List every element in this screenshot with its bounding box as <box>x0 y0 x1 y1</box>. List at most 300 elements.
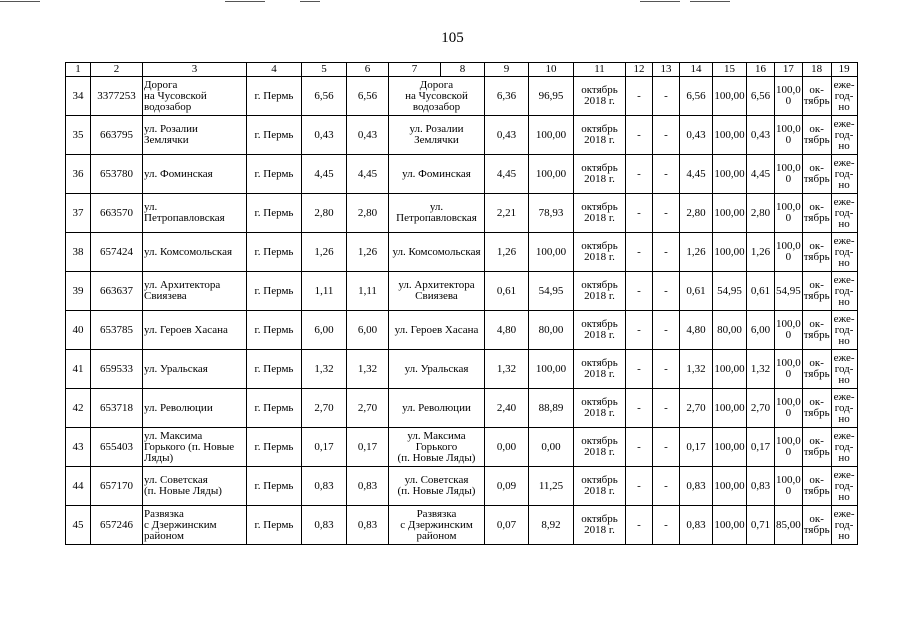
cell-col19-line: год- <box>834 284 854 297</box>
cell-row-number: 45 <box>66 506 91 545</box>
cell-col19-line: год- <box>834 245 854 258</box>
cell-date <box>574 116 626 155</box>
cell-col19-line: но <box>838 412 850 425</box>
cell-col19-line: но <box>838 334 850 347</box>
column-header: 5 <box>302 63 347 77</box>
page-number: 105 <box>441 30 464 46</box>
cell-col16: 4,45 <box>747 155 775 194</box>
cell-col10: 78,93 <box>529 194 574 233</box>
cell-col9: 4,45 <box>485 155 529 194</box>
cell-col13: - <box>653 194 680 233</box>
cell-col18 <box>802 428 831 467</box>
cell-col14: 0,17 <box>680 428 713 467</box>
cell-col18 <box>802 389 831 428</box>
cell-col9: 6,36 <box>485 77 529 116</box>
cell-col6: 2,70 <box>347 389 389 428</box>
cell-col17 <box>775 116 803 155</box>
cell-date <box>574 272 626 311</box>
cell-col19-line: год- <box>834 128 854 141</box>
cell-col16: 2,70 <box>747 389 775 428</box>
cell-col18-line: тябрь <box>803 368 830 380</box>
table-row <box>66 389 858 428</box>
cell-road-name <box>143 428 247 467</box>
cell-col17 <box>775 272 803 311</box>
table-row <box>66 467 858 506</box>
cell-date-line: октябрь <box>581 474 618 486</box>
column-header: 15 <box>713 63 747 77</box>
cell-col10: 100,00 <box>529 350 574 389</box>
cell-road-name-2 <box>389 506 485 545</box>
cell-col14: 2,80 <box>680 194 713 233</box>
cell-road-name-2-line: ул. Розалии <box>409 123 464 135</box>
column-header: 14 <box>680 63 713 77</box>
cell-col14: 1,26 <box>680 233 713 272</box>
cell-col17-line: 100,0 <box>776 162 801 174</box>
cell-road-name-2 <box>389 155 485 194</box>
cell-road-name <box>143 77 247 116</box>
cell-col6: 1,11 <box>347 272 389 311</box>
cell-col19 <box>831 350 857 389</box>
cell-date <box>574 77 626 116</box>
cell-col5: 0,83 <box>302 506 347 545</box>
cell-code: 653780 <box>91 155 143 194</box>
cell-col18-line: ок- <box>809 474 824 486</box>
cell-road-name-2 <box>389 350 485 389</box>
cell-col13: - <box>653 350 680 389</box>
cell-col19 <box>831 428 857 467</box>
column-header: 16 <box>747 63 775 77</box>
cell-code: 657170 <box>91 467 143 506</box>
cell-city: г. Пермь <box>247 428 302 467</box>
cell-col17-line: 0 <box>785 485 792 497</box>
cell-col18-line: тябрь <box>803 329 830 341</box>
cell-col17-line: 100,0 <box>776 318 801 330</box>
cell-road-name-2-line: Дорога <box>419 78 454 91</box>
cell-col18-line: ок- <box>809 318 824 330</box>
cell-road-name-2-line: Землячки <box>414 134 459 146</box>
cell-col18-line: тябрь <box>803 212 830 224</box>
cell-code: 655403 <box>91 428 143 467</box>
cell-col19-line: год- <box>834 479 854 492</box>
cell-date-line: 2018 г. <box>584 173 615 185</box>
cell-city: г. Пермь <box>247 311 302 350</box>
cell-code: 3377253 <box>91 77 143 116</box>
cell-col12: - <box>626 194 653 233</box>
cell-date-line: 2018 г. <box>584 212 615 224</box>
cell-date <box>574 389 626 428</box>
cell-col18 <box>802 506 831 545</box>
cell-col14: 6,56 <box>680 77 713 116</box>
cell-col18-line: ок- <box>809 123 824 135</box>
cell-col17-line: 0 <box>785 251 792 263</box>
cell-city: г. Пермь <box>247 467 302 506</box>
cell-col18-line: тябрь <box>803 173 830 185</box>
cell-city: г. Пермь <box>247 350 302 389</box>
cell-col10: 54,95 <box>529 272 574 311</box>
cell-col18-line: ок- <box>809 435 824 447</box>
cell-road-name-line: ул. Максима <box>144 429 203 442</box>
cell-col6: 0,83 <box>347 506 389 545</box>
column-header: 2 <box>91 63 143 77</box>
cell-road-name-line: ул. Комсомольская <box>144 245 233 258</box>
table-row <box>66 116 858 155</box>
cell-col18-line: ок- <box>809 240 824 252</box>
cell-road-name <box>143 389 247 428</box>
cell-road-name-line: ул. <box>144 201 158 213</box>
cell-col19-line: еже- <box>833 312 855 325</box>
cell-col6: 6,00 <box>347 311 389 350</box>
cell-col19-line: еже- <box>833 195 855 208</box>
cell-date <box>574 428 626 467</box>
cell-road-name-line: ул. Героев Хасана <box>144 323 228 336</box>
cell-date <box>574 233 626 272</box>
cell-col9: 4,80 <box>485 311 529 350</box>
cell-road-name-line: Горького (п. Новые <box>144 440 235 453</box>
cell-col5: 0,43 <box>302 116 347 155</box>
cell-road-name <box>143 311 247 350</box>
column-header: 13 <box>653 63 680 77</box>
cell-col19-line: год- <box>834 518 854 531</box>
cell-col19 <box>831 467 857 506</box>
column-header: 10 <box>529 63 574 77</box>
cell-col12: - <box>626 428 653 467</box>
cell-col19-line: год- <box>834 362 854 375</box>
cell-col19-line: год- <box>834 89 854 102</box>
cell-col5: 1,26 <box>302 233 347 272</box>
cell-city: г. Пермь <box>247 194 302 233</box>
cell-col16: 0,17 <box>747 428 775 467</box>
cell-col19-line: год- <box>834 440 854 453</box>
cell-col19 <box>831 233 857 272</box>
cell-col5: 4,45 <box>302 155 347 194</box>
cell-col17-line: 100,0 <box>776 240 801 252</box>
cell-col6: 6,56 <box>347 77 389 116</box>
cell-date-line: 2018 г. <box>584 407 615 419</box>
cell-date <box>574 194 626 233</box>
table-row <box>66 506 858 545</box>
cell-col6: 1,32 <box>347 350 389 389</box>
cell-road-name-line: ул. Советская <box>144 474 208 486</box>
cell-road-name <box>143 155 247 194</box>
cell-col18-line: тябрь <box>803 251 830 263</box>
cell-col9: 0,07 <box>485 506 529 545</box>
cell-col13: - <box>653 389 680 428</box>
cell-date <box>574 311 626 350</box>
cell-road-name-line: Петропавловская <box>144 212 225 224</box>
cell-road-name-line: (п. Новые Ляды) <box>144 485 222 497</box>
cell-road-name-2 <box>389 194 485 233</box>
cell-col19-line: но <box>838 490 850 503</box>
cell-col12: - <box>626 233 653 272</box>
cell-col12: - <box>626 389 653 428</box>
cell-col9: 0,00 <box>485 428 529 467</box>
cell-col13: - <box>653 467 680 506</box>
cell-date-line: 2018 г. <box>584 329 615 341</box>
cell-col19-line: еже- <box>833 156 855 169</box>
cell-road-name-2-line: (п. Новые Ляды) <box>397 485 476 497</box>
cell-col15: 100,00 <box>713 155 747 194</box>
column-header: 19 <box>831 63 857 77</box>
cell-col9: 0,61 <box>485 272 529 311</box>
cell-col16: 0,71 <box>747 506 775 545</box>
cell-date-line: октябрь <box>581 357 618 369</box>
cell-code: 653785 <box>91 311 143 350</box>
cell-date-line: октябрь <box>581 162 618 174</box>
cell-col12: - <box>626 116 653 155</box>
column-header: 8 <box>441 63 485 77</box>
cell-row-number: 37 <box>66 194 91 233</box>
cell-date-line: 2018 г. <box>584 368 615 380</box>
cell-col17-line: 100,0 <box>776 474 801 486</box>
cell-road-name <box>143 116 247 155</box>
cell-row-number: 38 <box>66 233 91 272</box>
cell-col10: 88,89 <box>529 389 574 428</box>
cell-road-name-2 <box>389 428 485 467</box>
cell-col17 <box>775 194 803 233</box>
cell-col18-line: тябрь <box>803 290 830 302</box>
cell-col19-line: но <box>838 139 850 152</box>
cell-col19-line: еже- <box>833 78 855 91</box>
cell-col5: 1,11 <box>302 272 347 311</box>
cell-row-number: 43 <box>66 428 91 467</box>
cell-road-name-2-line: ул. Героев Хасана <box>394 323 479 336</box>
cell-col18 <box>802 272 831 311</box>
table-row <box>66 311 858 350</box>
cell-col6: 4,45 <box>347 155 389 194</box>
cell-col19-line: год- <box>834 401 854 414</box>
cell-col19-line: но <box>838 217 850 230</box>
cell-col5: 6,00 <box>302 311 347 350</box>
cell-col17-line: 0 <box>785 446 792 458</box>
cell-col17-line: 0 <box>785 329 792 341</box>
cell-date-line: 2018 г. <box>584 95 615 107</box>
cell-road-name-2-line: ул. Архитектора <box>398 279 475 291</box>
cell-col19 <box>831 155 857 194</box>
cell-col6: 0,83 <box>347 467 389 506</box>
cell-col18-line: тябрь <box>803 134 830 146</box>
data-table <box>65 62 858 545</box>
cell-col17-line: 54,95 <box>776 284 801 297</box>
cell-code: 657424 <box>91 233 143 272</box>
cell-col13: - <box>653 428 680 467</box>
cell-col12: - <box>626 155 653 194</box>
cell-road-name-2 <box>389 272 485 311</box>
cell-col19-line: еже- <box>833 234 855 247</box>
table-row <box>66 77 858 116</box>
cell-col19-line: еже- <box>833 273 855 286</box>
cell-col19-line: год- <box>834 323 854 336</box>
cell-road-name <box>143 194 247 233</box>
cell-date-line: октябрь <box>581 318 618 330</box>
cell-row-number: 41 <box>66 350 91 389</box>
cell-col17-line: 0 <box>785 95 792 107</box>
cell-row-number: 42 <box>66 389 91 428</box>
cell-col9: 0,09 <box>485 467 529 506</box>
cell-road-name <box>143 467 247 506</box>
column-header: 1 <box>66 63 91 77</box>
cell-col15: 100,00 <box>713 77 747 116</box>
cell-row-number: 35 <box>66 116 91 155</box>
cell-col10: 8,92 <box>529 506 574 545</box>
cell-col5: 2,70 <box>302 389 347 428</box>
cell-road-name-line: с Дзержинским <box>144 518 217 531</box>
table-row <box>66 272 858 311</box>
cell-col12: - <box>626 77 653 116</box>
cell-col17-line: 0 <box>785 407 792 419</box>
cell-col13: - <box>653 311 680 350</box>
cell-col9: 2,40 <box>485 389 529 428</box>
cell-col6: 0,17 <box>347 428 389 467</box>
cell-col13: - <box>653 506 680 545</box>
cell-col19-line: еже- <box>833 351 855 364</box>
cell-col18-line: ок- <box>809 396 824 408</box>
cell-col19-line: но <box>838 295 850 308</box>
cell-col12: - <box>626 350 653 389</box>
cell-col17-line: 100,0 <box>776 201 801 213</box>
table-row <box>66 194 858 233</box>
cell-col10: 100,00 <box>529 155 574 194</box>
cell-col12: - <box>626 311 653 350</box>
cell-col17 <box>775 77 803 116</box>
column-header: 6 <box>347 63 389 77</box>
cell-col10: 11,25 <box>529 467 574 506</box>
cell-col19-line: год- <box>834 167 854 180</box>
cell-col14: 0,61 <box>680 272 713 311</box>
cell-date <box>574 350 626 389</box>
cell-col17-line: 0 <box>785 134 792 146</box>
cell-col5: 0,83 <box>302 467 347 506</box>
cell-road-name-line: на Чусовской <box>144 89 207 102</box>
cell-col18 <box>802 311 831 350</box>
cell-col6: 1,26 <box>347 233 389 272</box>
cell-road-name-line: ул. Архитектора <box>144 279 221 291</box>
cell-col13: - <box>653 233 680 272</box>
cell-code: 663795 <box>91 116 143 155</box>
cell-city: г. Пермь <box>247 116 302 155</box>
column-header: 7 <box>389 63 441 77</box>
cell-road-name-line: Развязка <box>144 507 184 520</box>
cell-road-name-2-line: Горького <box>415 440 458 453</box>
table-header-row <box>66 63 858 77</box>
cell-col16: 0,83 <box>747 467 775 506</box>
cell-col16: 1,26 <box>747 233 775 272</box>
cell-row-number: 40 <box>66 311 91 350</box>
cell-col9: 1,32 <box>485 350 529 389</box>
cell-date-line: октябрь <box>581 279 618 291</box>
cell-road-name <box>143 350 247 389</box>
cell-col17 <box>775 233 803 272</box>
cell-date-line: 2018 г. <box>584 290 615 302</box>
column-header: 18 <box>802 63 831 77</box>
column-header: 11 <box>574 63 626 77</box>
cell-road-name-line: Землячки <box>144 134 189 146</box>
cell-road-name-2-line: ул. Максима <box>407 429 466 442</box>
cell-road-name-2-line: ул. Уральская <box>404 362 469 375</box>
cell-col9: 1,26 <box>485 233 529 272</box>
cell-col19 <box>831 194 857 233</box>
cell-road-name-2-line: водозабор <box>412 100 461 113</box>
table-row <box>66 428 858 467</box>
column-header: 12 <box>626 63 653 77</box>
cell-road-name-line: ул. Розалии <box>144 123 198 135</box>
cell-date-line: октябрь <box>581 435 618 447</box>
cell-col17 <box>775 311 803 350</box>
cell-code: 663570 <box>91 194 143 233</box>
cell-col9: 2,21 <box>485 194 529 233</box>
column-header: 9 <box>485 63 529 77</box>
cell-col10: 80,00 <box>529 311 574 350</box>
cell-col15: 100,00 <box>713 233 747 272</box>
cell-road-name-line: Свиязева <box>144 290 187 302</box>
table-row <box>66 155 858 194</box>
cell-road-name-2-line: ул. Комсомольская <box>392 245 481 258</box>
cell-col17-line: 100,0 <box>776 123 801 135</box>
cell-col18 <box>802 155 831 194</box>
cell-road-name-line: районом <box>144 529 184 542</box>
cell-date-line: октябрь <box>581 84 618 96</box>
column-header: 4 <box>247 63 302 77</box>
scan-top-edge <box>0 0 905 6</box>
cell-road-name-line: ул. Уральская <box>144 362 208 375</box>
cell-col18-line: тябрь <box>803 446 830 458</box>
cell-col17 <box>775 350 803 389</box>
cell-col19 <box>831 389 857 428</box>
cell-row-number: 36 <box>66 155 91 194</box>
cell-code: 653718 <box>91 389 143 428</box>
cell-city: г. Пермь <box>247 389 302 428</box>
cell-col18 <box>802 350 831 389</box>
cell-col19-line: но <box>838 178 850 191</box>
cell-row-number: 39 <box>66 272 91 311</box>
cell-col5: 0,17 <box>302 428 347 467</box>
cell-col14: 0,83 <box>680 467 713 506</box>
cell-col6: 2,80 <box>347 194 389 233</box>
cell-col19-line: но <box>838 100 850 113</box>
cell-city: г. Пермь <box>247 155 302 194</box>
cell-col19-line: но <box>838 256 850 269</box>
cell-road-name <box>143 233 247 272</box>
cell-col19-line: год- <box>834 206 854 219</box>
cell-col13: - <box>653 155 680 194</box>
cell-col14: 2,70 <box>680 389 713 428</box>
cell-col18-line: тябрь <box>803 485 830 497</box>
cell-city: г. Пермь <box>247 506 302 545</box>
cell-col10: 0,00 <box>529 428 574 467</box>
cell-row-number: 34 <box>66 77 91 116</box>
cell-col17 <box>775 467 803 506</box>
cell-date-line: 2018 г. <box>584 485 615 497</box>
cell-col12: - <box>626 506 653 545</box>
cell-code: 657246 <box>91 506 143 545</box>
table-row <box>66 350 858 389</box>
cell-col19-line: еже- <box>833 468 855 481</box>
cell-col19-line: но <box>838 373 850 386</box>
cell-date-line: октябрь <box>581 513 618 525</box>
cell-date-line: 2018 г. <box>584 251 615 263</box>
cell-col12: - <box>626 272 653 311</box>
column-header: 3 <box>143 63 247 77</box>
cell-col10: 100,00 <box>529 233 574 272</box>
cell-col5: 2,80 <box>302 194 347 233</box>
cell-road-name-line: Ляды) <box>144 451 174 464</box>
cell-col18 <box>802 467 831 506</box>
cell-road-name-2-line: районом <box>416 529 457 542</box>
cell-col15: 100,00 <box>713 389 747 428</box>
cell-col16: 6,56 <box>747 77 775 116</box>
cell-city: г. Пермь <box>247 77 302 116</box>
cell-col19-line: но <box>838 529 850 542</box>
cell-road-name-line: ул. Революции <box>144 401 213 414</box>
